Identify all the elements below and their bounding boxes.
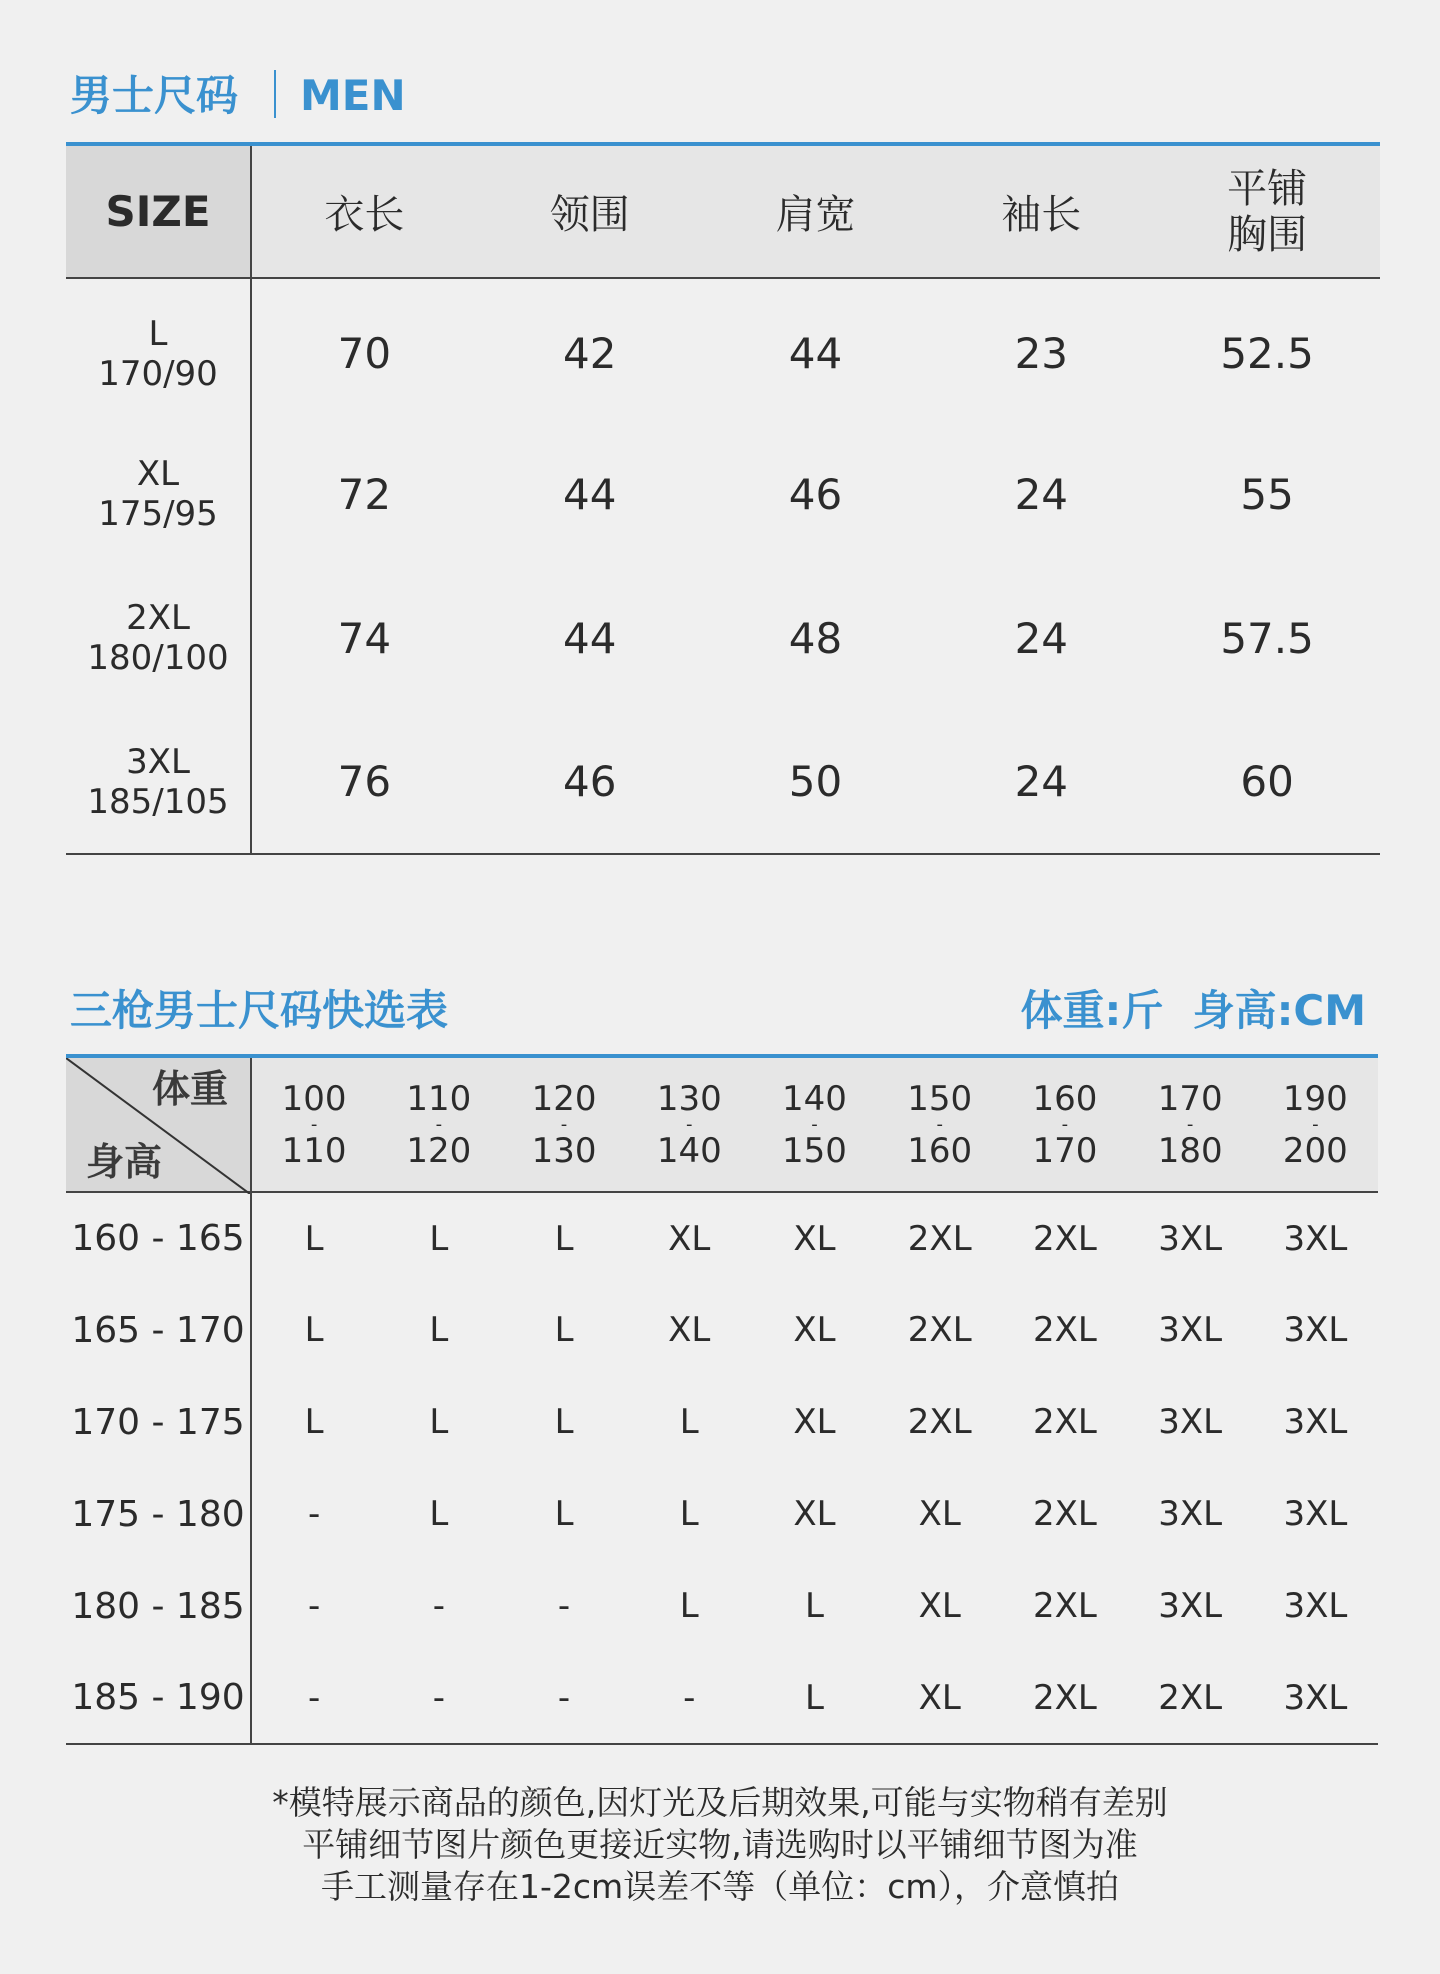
recommended-size: 2XL	[1032, 1586, 1097, 1626]
size-value: 50	[788, 757, 843, 806]
size-value: 57.5	[1220, 613, 1314, 663]
size-value: 60	[1240, 757, 1294, 806]
height-range: 170 - 175	[66, 1376, 251, 1468]
recommended-size: XL	[793, 1310, 836, 1350]
weight-to: 130	[531, 1130, 597, 1171]
size-code: XL	[136, 454, 180, 494]
footnote-line: 手工测量存在1-2cm误差不等（单位：cm），介意慎拍	[321, 1867, 1119, 1906]
recommended-size: 2XL	[1032, 1310, 1097, 1350]
weight-to: 200	[1282, 1130, 1348, 1171]
recommended-size: 3XL	[1283, 1494, 1348, 1534]
weight-from: 140	[782, 1078, 847, 1119]
size-value: 44	[562, 613, 617, 663]
height-range: 165 - 170	[66, 1284, 251, 1376]
recommended-size: XL	[793, 1494, 836, 1534]
range-dash: -	[560, 1113, 568, 1135]
size-row	[66, 422, 1380, 566]
weight-to: 170	[1032, 1130, 1098, 1171]
height-range: 160 - 165	[66, 1192, 251, 1284]
recommended-size: 3XL	[1158, 1494, 1223, 1534]
weight-range-header	[1253, 1056, 1378, 1192]
quick-table-header	[66, 1056, 1378, 1192]
height-row	[66, 1284, 1378, 1376]
height-range: 175 - 180	[66, 1468, 251, 1560]
recommended-size: 3XL	[1283, 1586, 1348, 1626]
size-value: 55	[1240, 469, 1294, 519]
size-value: 24	[1014, 469, 1069, 519]
recommended-size: 2XL	[1032, 1494, 1097, 1534]
recommended-size: XL	[918, 1677, 961, 1718]
size-code: 3XL	[126, 741, 190, 782]
recommended-size: 2XL	[1158, 1677, 1223, 1718]
size-value: 76	[337, 757, 392, 806]
weight-from: 190	[1282, 1078, 1348, 1119]
range-dash: -	[1312, 1113, 1319, 1135]
recommended-size: -	[683, 1677, 696, 1718]
recommended-size: 3XL	[1283, 1310, 1348, 1350]
size-label	[66, 710, 251, 854]
weight-to: 160	[907, 1130, 973, 1171]
weight-from: 150	[907, 1078, 973, 1119]
header-size: SIZE	[66, 144, 251, 278]
recommended-size: 2XL	[907, 1310, 972, 1350]
recommended-size: 3XL	[1283, 1218, 1348, 1259]
header-chest-line2: 胸围	[1227, 211, 1308, 258]
recommended-size: 2XL	[907, 1218, 972, 1259]
weight-to: 150	[782, 1130, 847, 1171]
recommended-size: L	[805, 1677, 824, 1718]
recommended-size: -	[432, 1677, 445, 1718]
footnote	[0, 1782, 1440, 1908]
weight-range-header	[752, 1056, 877, 1192]
recommended-size: L	[554, 1310, 574, 1350]
recommended-size: 3XL	[1283, 1402, 1348, 1442]
recommended-size: L	[679, 1402, 699, 1442]
recommended-size: L	[554, 1494, 574, 1534]
size-value: 72	[337, 469, 392, 519]
size-value: 74	[337, 613, 392, 663]
header-chest	[1154, 144, 1380, 278]
recommended-size: -	[557, 1677, 571, 1718]
range-dash: -	[686, 1113, 693, 1135]
range-dash: -	[435, 1113, 443, 1135]
weight-range-header	[251, 1056, 376, 1192]
size-spec: 185/105	[87, 781, 229, 822]
size-table-header	[66, 144, 1380, 278]
weight-from: 110	[406, 1078, 472, 1119]
weight-to: 110	[281, 1130, 347, 1171]
range-dash: -	[936, 1113, 943, 1135]
recommended-size: L	[429, 1494, 449, 1534]
recommended-size: -	[307, 1494, 321, 1534]
recommended-size: XL	[793, 1218, 836, 1259]
recommended-size: XL	[793, 1402, 836, 1442]
recommended-size: L	[304, 1402, 324, 1442]
size-value: 24	[1014, 757, 1069, 806]
size-label	[66, 566, 251, 710]
weight-range-header	[627, 1056, 752, 1192]
recommended-size: XL	[668, 1310, 711, 1350]
size-code: L	[148, 313, 168, 354]
size-spec: 175/95	[98, 494, 218, 534]
recommended-size: -	[307, 1586, 321, 1626]
weight-from: 170	[1157, 1078, 1223, 1119]
recommended-size: 3XL	[1158, 1402, 1223, 1442]
weight-range-header	[501, 1056, 626, 1192]
size-value: 52.5	[1220, 329, 1314, 378]
recommended-size: L	[429, 1218, 449, 1259]
recommended-size: 2XL	[1032, 1677, 1097, 1718]
corner-cell	[66, 1056, 251, 1192]
weight-to: 120	[406, 1130, 472, 1171]
size-value: 48	[788, 613, 843, 663]
recommended-size: XL	[668, 1218, 711, 1259]
height-row	[66, 1468, 1378, 1560]
recommended-size: 2XL	[907, 1402, 972, 1442]
range-dash: -	[811, 1113, 818, 1135]
height-range: 185 - 190	[66, 1652, 251, 1744]
corner-weight-label: 体重	[151, 1067, 228, 1111]
title-divider	[274, 70, 276, 118]
men-size-title	[70, 63, 406, 123]
recommended-size: 2XL	[1032, 1218, 1097, 1259]
quick-select-table	[66, 1054, 1378, 1745]
size-value: 44	[788, 329, 843, 378]
recommended-size: 3XL	[1158, 1310, 1223, 1350]
quick-select-title: 三枪男士尺码快选表	[70, 986, 449, 1035]
recommended-size: XL	[918, 1586, 961, 1626]
size-value: 24	[1014, 613, 1069, 663]
units-label: 体重:斤 身高:CM	[1020, 986, 1366, 1035]
recommended-size: L	[304, 1218, 324, 1259]
footnote-line: *模特展示商品的颜色,因灯光及后期效果,可能与实物稍有差别	[272, 1783, 1168, 1822]
size-value: 23	[1014, 329, 1069, 378]
size-label	[66, 422, 251, 566]
header-shoulder: 肩宽	[703, 144, 929, 278]
height-range: 180 - 185	[66, 1560, 251, 1652]
weight-from: 160	[1032, 1078, 1098, 1119]
men-title-cn: 男士尺码	[70, 71, 239, 120]
recommended-size: 3XL	[1158, 1218, 1223, 1259]
size-row	[66, 710, 1380, 854]
corner-height-label: 身高	[86, 1140, 163, 1184]
header-collar: 领围	[477, 144, 703, 278]
size-row	[66, 566, 1380, 710]
height-row	[66, 1560, 1378, 1652]
weight-range-header	[877, 1056, 1002, 1192]
height-row	[66, 1652, 1378, 1744]
recommended-size: -	[307, 1677, 321, 1718]
recommended-size: 3XL	[1283, 1677, 1348, 1718]
recommended-size: L	[429, 1402, 449, 1442]
recommended-size: XL	[918, 1494, 961, 1534]
height-row	[66, 1192, 1378, 1284]
size-value: 70	[337, 329, 392, 378]
header-sleeve: 袖长	[928, 144, 1154, 278]
size-label	[66, 278, 251, 422]
header-length: 衣长	[251, 144, 477, 278]
weight-to: 180	[1157, 1130, 1223, 1171]
men-size-table	[66, 142, 1380, 855]
size-value: 46	[788, 469, 843, 519]
recommended-size: L	[554, 1402, 574, 1442]
size-spec: 170/90	[98, 353, 218, 394]
recommended-size: L	[304, 1310, 324, 1350]
size-spec: 180/100	[87, 638, 229, 678]
men-title-en: MEN	[300, 71, 406, 120]
weight-from: 130	[656, 1078, 722, 1119]
weight-range-header	[376, 1056, 501, 1192]
size-value: 42	[562, 329, 617, 378]
footnote-line: 平铺细节图片颜色更接近实物,请选购时以平铺细节图为准	[302, 1825, 1138, 1864]
size-code: 2XL	[126, 598, 190, 638]
height-row	[66, 1376, 1378, 1468]
recommended-size: -	[432, 1586, 445, 1626]
recommended-size: 2XL	[1032, 1402, 1097, 1442]
weight-to: 140	[656, 1130, 722, 1171]
recommended-size: -	[557, 1586, 571, 1626]
recommended-size: L	[554, 1218, 574, 1259]
recommended-size: L	[679, 1494, 699, 1534]
weight-from: 100	[281, 1078, 347, 1119]
weight-range-header	[1128, 1056, 1253, 1192]
weight-from: 120	[531, 1078, 597, 1119]
recommended-size: L	[679, 1586, 699, 1626]
range-dash: -	[1186, 1113, 1194, 1135]
size-value: 44	[562, 469, 617, 519]
range-dash: -	[310, 1113, 318, 1135]
size-row	[66, 278, 1380, 422]
header-chest-line1: 平铺	[1227, 165, 1308, 212]
recommended-size: L	[429, 1310, 449, 1350]
range-dash: -	[1061, 1113, 1069, 1135]
weight-range-header	[1002, 1056, 1127, 1192]
size-value: 46	[562, 757, 617, 806]
recommended-size: L	[805, 1586, 824, 1626]
recommended-size: 3XL	[1158, 1586, 1223, 1626]
